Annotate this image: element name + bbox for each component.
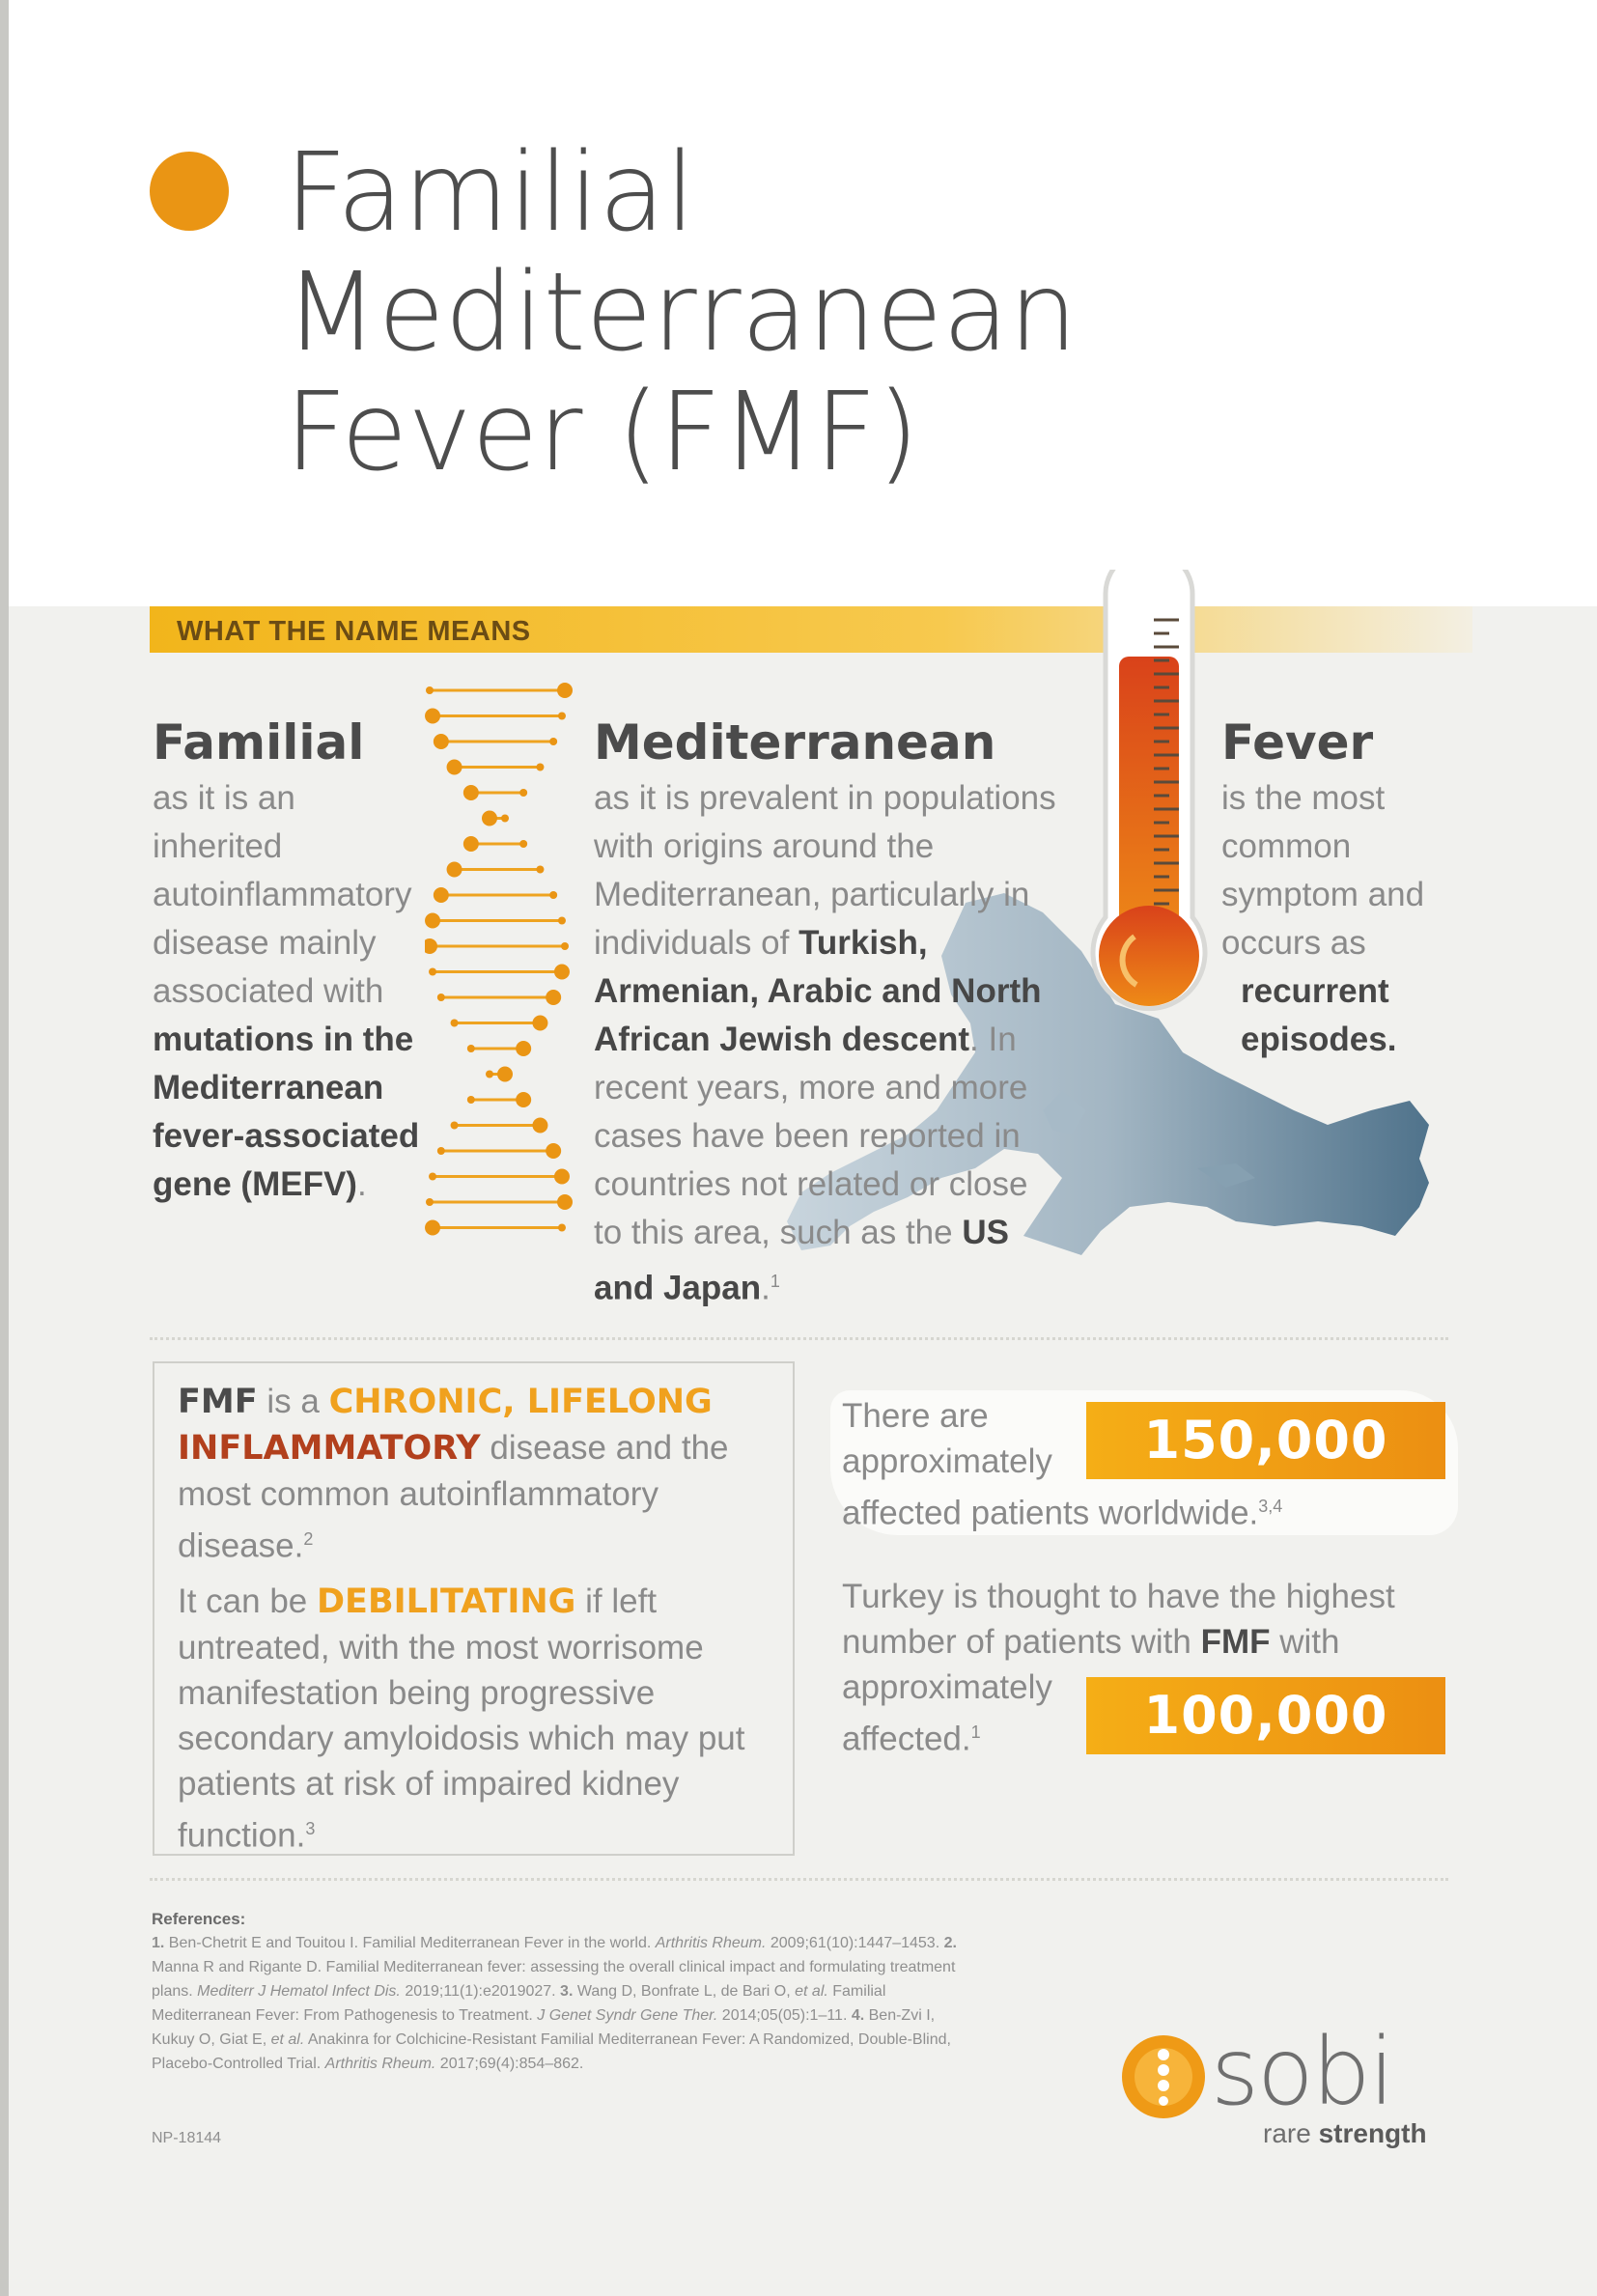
thermometer-icon <box>1077 570 1221 1014</box>
references <box>152 1907 972 2076</box>
familial-bold: mutations in the Mediterranean fever-associated gene (MEFV) <box>153 1021 420 1203</box>
references-body <box>152 1931 972 2076</box>
dna-node <box>549 891 557 899</box>
sobi-logo-icon <box>1120 2033 1207 2120</box>
stat1-line1: There are <box>842 1397 989 1435</box>
fmf-text-2: disease and the most common autoinflammatory disease. <box>178 1429 729 1565</box>
dna-node <box>557 683 573 698</box>
familial-heading: Familial <box>153 714 365 770</box>
dna-node <box>519 840 527 848</box>
dna-node <box>558 1224 566 1232</box>
divider-top <box>150 1337 1448 1340</box>
ref4-text: Ben-Zvi I, Kukuy O, Giat E, <box>152 2007 936 2048</box>
sobi-tagline <box>1263 2118 1427 2149</box>
inflammatory-keyword: INFLAMMATORY <box>178 1429 481 1468</box>
ref3-text: Wang D, Bonfrate L, de Bari O, <box>573 1983 796 2000</box>
familial-column <box>153 714 433 1209</box>
ref2-text: Manna R and Rigante D. Familial Mediterranean fever: assessing the overall clinical impact and formulating treatment plans. <box>152 1959 956 2000</box>
fever-heading: Fever <box>1221 714 1374 770</box>
fmf-keyword: FMF <box>178 1383 258 1421</box>
dna-node <box>497 1067 513 1082</box>
ref3-text2: Familial Mediterranean Fever: From Pathogenesis to Treatment. <box>152 1983 886 2024</box>
dna-node <box>451 1122 459 1130</box>
ref4-etal: et al. <box>270 2031 305 2048</box>
dna-node <box>426 686 434 694</box>
dna-node <box>546 1143 561 1159</box>
dna-node <box>501 815 509 823</box>
ref1-num: 1. <box>152 1935 165 1951</box>
dna-node <box>434 734 449 749</box>
debilitating-keyword: DEBILITATING <box>316 1582 576 1621</box>
dna-node <box>554 965 570 980</box>
title-line-1: Familial <box>285 130 695 256</box>
dna-node <box>463 836 479 852</box>
references-heading: References: <box>152 1910 246 1928</box>
dna-node <box>532 1016 547 1031</box>
sobi-wordmark: sobi <box>1211 2018 1393 2126</box>
dna-node <box>437 1147 445 1155</box>
dna-node <box>558 713 566 720</box>
ref2-num: 2. <box>943 1935 957 1951</box>
stat1-line3: affected patients worldwide. <box>842 1494 1259 1532</box>
title-line-2: Mediterranean <box>285 250 1078 376</box>
dna-node <box>554 1169 570 1185</box>
fmf-text-4: if left untreated, with the most worrisome manifestation being progressive secondary amyloidosis which may put patients at risk of impaired kidney function. <box>178 1582 745 1855</box>
ref4-text2: Anakinra for Colchicine-Resistant Familial Mediterranean Fever: A Randomized, Double-Blind, Placebo-Controlled Trial. <box>152 2031 951 2072</box>
mediterranean-tail: . <box>761 1269 770 1307</box>
title-line-3: Fever (FMF) <box>285 370 919 495</box>
fmf-info-box <box>153 1361 795 1856</box>
dna-node <box>467 1045 475 1052</box>
familial-tail: . <box>356 1165 367 1203</box>
dna-node <box>516 1092 531 1107</box>
dna-node <box>557 1194 573 1210</box>
dna-node <box>463 785 479 800</box>
fmf-text-1: is a <box>257 1383 329 1420</box>
divider-bottom <box>150 1878 1448 1881</box>
ref3-num: 3. <box>560 1983 574 2000</box>
dna-node <box>447 760 462 775</box>
dna-node <box>532 1118 547 1134</box>
dna-node <box>482 811 497 826</box>
fever-bold: recurrent episodes. <box>1241 972 1397 1058</box>
dna-node <box>519 789 527 797</box>
dna-node <box>536 764 544 771</box>
fmf-paragraph-1 <box>178 1379 770 1569</box>
dna-node <box>536 866 544 874</box>
mediterranean-heading: Mediterranean <box>594 714 996 770</box>
ref2-journal: Mediterr J Hematol Infect Dis. <box>197 1983 401 2000</box>
dna-node <box>486 1071 493 1078</box>
stat1-ref: 3,4 <box>1258 1497 1283 1516</box>
mediterranean-bold2: US and Japan <box>594 1214 1009 1307</box>
dna-node <box>549 738 557 745</box>
stat2-number-box: 100,000 <box>1086 1677 1445 1754</box>
dna-node <box>561 942 569 950</box>
dna-node <box>558 917 566 925</box>
dna-helix-icon <box>425 681 574 1260</box>
mediterranean-lead: as it is prevalent in populations with origins around the Mediterranean, particularly in individuals of <box>594 779 1056 962</box>
ref4-tail: 2017;69(4):854–862. <box>435 2056 584 2072</box>
dna-node <box>451 1020 459 1027</box>
chronic-keyword: CHRONIC, LIFELONG <box>328 1383 713 1421</box>
stat2-ref: 1 <box>970 1722 981 1742</box>
fmf-ref-2: 3 <box>305 1818 316 1838</box>
section-band-label: WHAT THE NAME MEANS <box>177 616 531 647</box>
dna-node <box>546 990 561 1005</box>
ref2-tail: 2019;11(1):e2019027. <box>400 1983 561 2000</box>
fmf-paragraph-2 <box>178 1579 770 1859</box>
dna-node <box>425 1220 440 1236</box>
dna-node <box>437 994 445 1001</box>
sobi-logo <box>1120 2018 1448 2161</box>
fever-column <box>1221 714 1458 1064</box>
stat2-fmf: FMF <box>1200 1623 1271 1661</box>
stat2-text-c: affected. <box>842 1720 971 1758</box>
stat2-text-a: Turkey is thought to have the highest number of patients with <box>842 1578 1395 1661</box>
mediterranean-bold: Turkish, Armenian, Arabic and North African Jewish descent <box>594 924 1042 1058</box>
mediterranean-mid: . In recent years, more and more cases have been reported in countries not related or close to this area, such as the <box>594 1021 1028 1251</box>
ref3-journal: J Genet Syndr Gene Ther. <box>537 2007 718 2024</box>
stat2-text-b: with approximately <box>842 1623 1340 1706</box>
ref1-tail: 2009;61(10):1447–1453. <box>766 1935 944 1951</box>
tag-strength: strength <box>1318 2118 1427 2148</box>
mediterranean-ref: 1 <box>770 1272 780 1291</box>
stat1-line2: approximately <box>842 1442 1052 1480</box>
dna-node <box>467 1096 475 1104</box>
ref3-tail: 2014;05(05):1–11. <box>717 2007 852 2024</box>
fever-lead: is the most common symptom and occurs as <box>1221 779 1425 962</box>
dna-node <box>434 887 449 903</box>
fmf-text-3: It can be <box>178 1582 317 1620</box>
tag-rare: rare <box>1263 2118 1319 2148</box>
dna-node <box>447 862 462 878</box>
ref1-journal: Arthritis Rheum. <box>655 1935 767 1951</box>
document-code: NP-18144 <box>152 2130 222 2146</box>
ref4-num: 4. <box>851 2007 865 2024</box>
familial-lead: as it is an inherited autoinflammatory disease mainly associated with <box>153 779 412 1010</box>
ref1-text: Ben-Chetrit E and Touitou I. Familial Mediterranean Fever in the world. <box>164 1935 656 1951</box>
mediterranean-column <box>594 714 1062 1313</box>
ref3-etal: et al. <box>795 1983 828 2000</box>
fmf-ref-1: 2 <box>303 1529 314 1549</box>
stat1-number-box: 150,000 <box>1086 1402 1445 1479</box>
dna-node <box>516 1041 531 1056</box>
ref4-journal: Arthritis Rheum. <box>324 2056 436 2072</box>
